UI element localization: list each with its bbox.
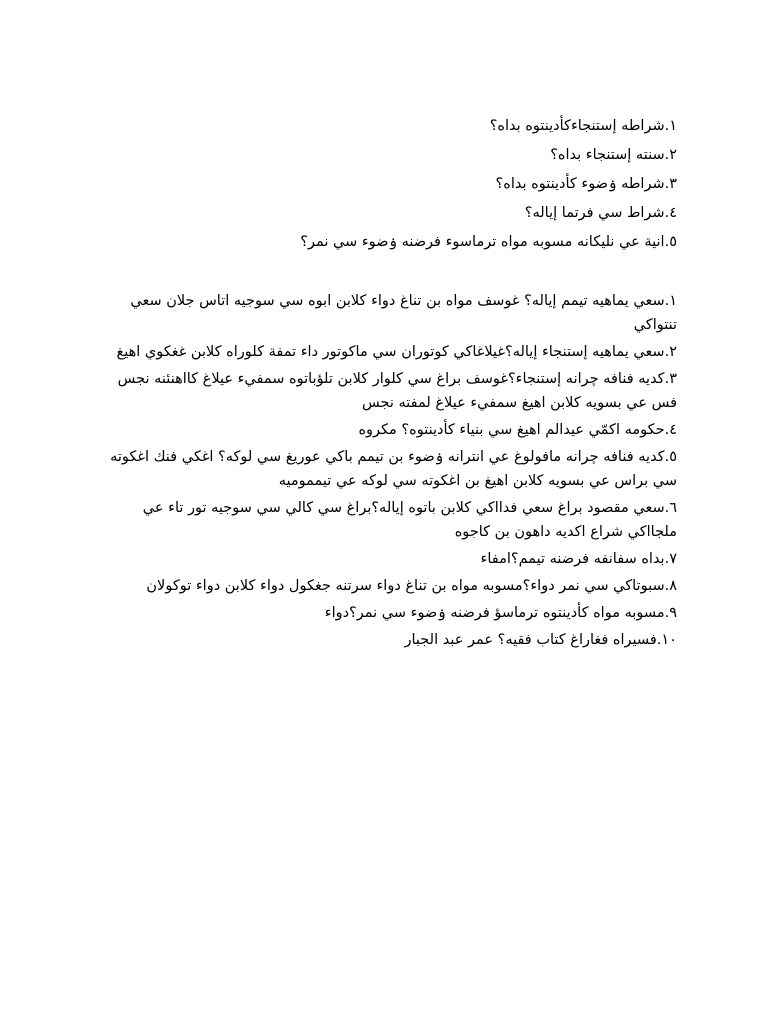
questions-list bbox=[97, 114, 677, 254]
answer-item: ٣.كديه فنافه چرانه إستنجاء؟غوسف براغ سي كلوار كلابن تلؤباتوه سمفيء عيلاغ كااهنئنه نجس فس عي بسويه كلابن اهيغ سمفيء عيلاغ لمفته نجس bbox=[117, 371, 677, 411]
answer-item: ٦.سعي مقصود براغ سعي فدااكي كلابن باتوه إياله؟براغ سي كالي سي سوجيه تور تاء عي ملجااكي شراع اكديه داهون بن كاجوه bbox=[142, 500, 677, 540]
answer-item: ٢.سعي يماهيه إستنجاء إياله؟غيلاغاكي كوتوران سي ماكوتور داء تمفة كلوراه كلابن غغكوي اهيغ bbox=[116, 344, 677, 360]
question-item: ١.شراطه إستنجاءكأدينتوه بداه؟ bbox=[489, 118, 677, 134]
question-item: ٣.شراطه ۏضوء كأدينتوه بداه؟ bbox=[495, 176, 677, 192]
answer-item: ٩.مسوبه مواه كأدينتوه ترماسؤ فرضنه ۏضوء سي نمر؟دواء bbox=[324, 605, 677, 621]
answer-item: ٤.حكومه اكمّي عيدالم اهيغ سي بنياء كأدينتوه؟ مكروه bbox=[358, 422, 677, 438]
answer-item: ٥.كديه فنافه چرانه مافولوغ عي انترانه ۏضوء بن تيمم باكي عوريغ سي لوكه؟ اغكي فنك اغكوته سي براس عي بسويه كلابن اهيغ بن اغكوته سي لوكه عي تيمموميه bbox=[110, 449, 677, 489]
answer-item: ١.سعي يماهيه تيمم إياله؟ غوسف مواه بن تناغ دواء كلابن ابوه سي سوجيه اتاس جلان سعي تنتواكي bbox=[130, 293, 677, 333]
question-item: ٢.سنته إستنجاء بداه؟ bbox=[550, 147, 677, 163]
question-item: ٥.انية عي نليكانه مسوبه مواه ترماسوء فرضنه ۏضوء سي نمر؟ bbox=[300, 234, 677, 250]
document-content bbox=[97, 114, 677, 655]
answers-list bbox=[97, 289, 677, 652]
answer-item: ٨.سبوتاكي سي نمر دواء؟مسوبه مواه بن تناغ دواء سرتنه جغكول دواء كلابن دواء توكولان bbox=[146, 578, 677, 594]
answer-item: ١٠.فسيراه فغاراغ كتاب فقيه؟ عمر عبد الجبار bbox=[404, 632, 677, 648]
question-item: ٤.شراط سي فرتما إياله؟ bbox=[524, 205, 677, 221]
section-gap bbox=[97, 259, 677, 289]
answer-item: ٧.بداه سفانفه فرضنه تيمم؟امفاء bbox=[480, 551, 677, 567]
